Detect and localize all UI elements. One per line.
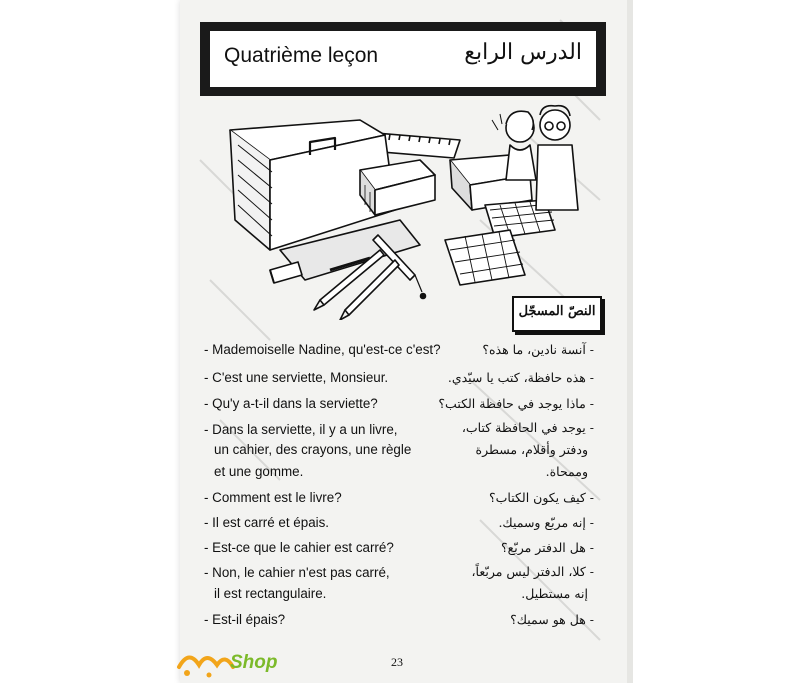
lesson-title-ar: الدرس الرابع: [464, 40, 582, 65]
dialogue-line-ar: - آنسة نادين، ما هذه؟: [482, 342, 594, 357]
dialogue-line-fr: et une gomme.: [214, 464, 304, 479]
dialogue-line-fr: - Non, le cahier n'est pas carré,: [204, 565, 390, 580]
notebook-icon: [445, 200, 555, 285]
dialogue-line-fr: - Mademoiselle Nadine, qu'est-ce c'est?: [204, 342, 441, 357]
dialogue-line-ar: - إنه مربّع وسميك.: [498, 515, 594, 530]
dialogue-line-fr: - Est-ce que le cahier est carré?: [204, 540, 394, 555]
dialogue-line-fr: - Est-il épais?: [204, 612, 286, 627]
shop-logo-text: Shop: [230, 652, 278, 673]
section-subtitle: النصّ المسجّل: [518, 304, 596, 319]
dialogue-line-ar: - هل هو سميك؟: [510, 612, 594, 627]
dialogue-line-fr: - Qu'y a-t-il dans la serviette?: [204, 396, 378, 411]
dialogue-line-fr: il est rectangulaire.: [214, 586, 327, 601]
book-icon: [360, 160, 435, 215]
dialogue-line-ar: إنه مستطيل.: [521, 586, 588, 601]
dialogue-line-ar: - يوجد في الحافظة كتاب،: [461, 420, 594, 435]
page-edge: [627, 0, 633, 683]
dialogue-line-ar: - ماذا يوجد في حافظة الكتب؟: [438, 396, 594, 411]
lesson-title-fr: Quatrième leçon: [224, 44, 379, 67]
dialogue-line-fr: un cahier, des crayons, une règle: [214, 442, 412, 457]
dialogue-line-fr: - Il est carré et épais.: [204, 515, 330, 530]
dialogue-line-fr: - Dans la serviette, il y a un livre,: [204, 422, 398, 437]
dialogue-line-fr: - Comment est le livre?: [204, 490, 342, 505]
dialogue-line-ar: - كيف يكون الكتاب؟: [489, 490, 594, 505]
dialogue-line-ar: وممحاة.: [545, 464, 588, 479]
page-number: 23: [391, 655, 403, 669]
dialogue-line-ar: - كلا، الدفتر ليس مربّعاً،: [471, 564, 594, 579]
school-supplies-illustration: [210, 100, 600, 320]
dialogue-line-ar: - هل الدفتر مربّع؟: [500, 540, 594, 555]
dialogue-line-ar: - هذه حافظة، كتب يا سيّدي.: [447, 370, 594, 385]
eraser-icon: [270, 262, 302, 283]
dialogue-line-fr: - C'est une serviette, Monsieur.: [204, 370, 389, 385]
section-label-box: [512, 296, 602, 332]
dialogue-line-ar: ودفتر وأقلام، مسطرة: [475, 442, 588, 457]
